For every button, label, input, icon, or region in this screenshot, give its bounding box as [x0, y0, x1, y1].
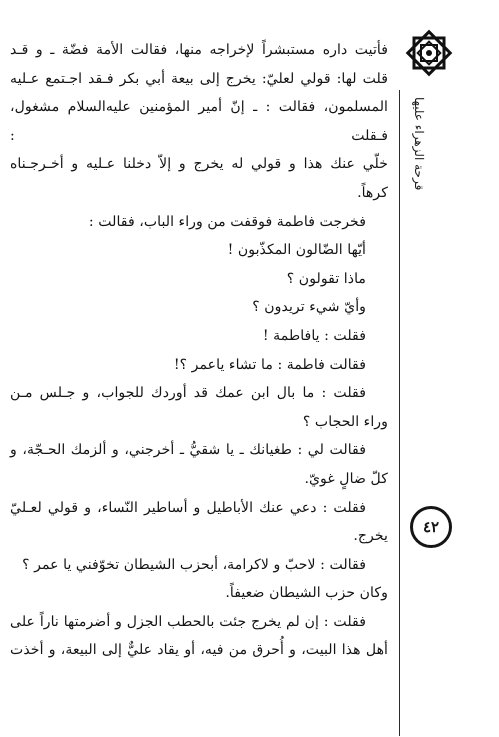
text-line: قلت لها: قولي لعليّ: يخرج إلى بيعة أبي بكر فـقد اجـتمع عـليه — [10, 70, 388, 87]
text-line: أهل هذا البيت، و أُحرق من فيه، أو يقاد عليٌّ إلى البيعة، و أخذت — [10, 642, 388, 659]
text-line: فقالت فاطمة : ما تشاء ياعمر ؟! — [173, 356, 366, 373]
body-text — [10, 36, 388, 665]
text-line: ماذا تقولون ؟ — [286, 270, 366, 287]
text-line: فخرجت فاطمة فوقفت من وراء الباب، فقالت : — [88, 213, 366, 230]
text-line: فقلت : يافاطمة ! — [262, 327, 366, 344]
running-title: قرحة الزهراء عليها — [412, 97, 426, 191]
text-line: كرهاً. — [357, 184, 388, 201]
text-line: فأتيت داره مستبشراً لإخراجه منها، فقالت الأمة فضّة ـ و قـد — [10, 42, 388, 58]
text-line: يخرج. — [353, 528, 388, 545]
text-line: وأيّ شيء تريدون ؟ — [252, 299, 366, 316]
page-number-badge — [410, 506, 452, 548]
text-line: فقالت : لاحبّ و لاكرامة، أبحزب الشيطان تخوّفني يا عمر ؟ — [22, 556, 366, 573]
text-line: فقالت لي : طغيانك ـ يا شقيُّ ـ أخرجني، و ألزمك الحـجّة، و — [10, 442, 366, 459]
text-line: وكان حزب الشيطان ضعيفاً. — [225, 585, 388, 602]
text-line: وراء الحجاب ؟ — [302, 413, 388, 430]
text-line: فقلت : إن لم يخرج جئت بالحطب الجزل و أضرمتها ناراً على — [10, 613, 366, 630]
text-line: خلّي عنك هذا و قولي له يخرج و إلاّ دخلنا عـليه و أخـرجـناه — [10, 156, 388, 173]
text-line: فقلت : ما بال ابن عمك قد أوردك للجواب، و جـلس مـن — [10, 385, 366, 402]
text-line: المسلمون، فقالت : ـ إنّ أمير المؤمنين عليه‌السلام مشغول، فـقلت : — [10, 99, 388, 144]
page-number: ٤٢ — [410, 506, 452, 548]
margin-rule — [399, 90, 400, 736]
text-line: فقلت : دعي عنك الأباطيل و أساطير النّساء، و قولي لعـليّ — [10, 499, 366, 516]
text-line: كلّ ضالٍ غويّ. — [304, 470, 388, 487]
text-line: أيّها الضّالون المكذّبون ! — [227, 242, 366, 259]
star-ornament-icon — [404, 28, 454, 78]
